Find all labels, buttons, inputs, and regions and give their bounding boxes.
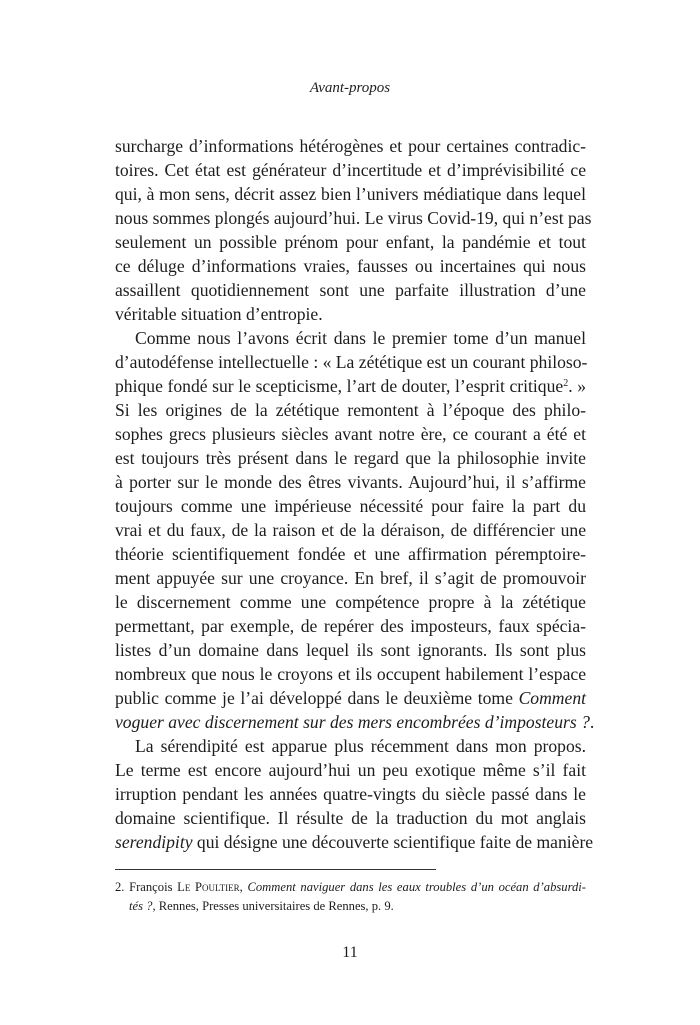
text-span: seulement un possible prénom pour enfant, la pandémie et tout [115,232,586,252]
italic-text: tés ? [129,899,153,913]
text-span: , Rennes, Presses universitaires de Rennes, p. 9. [152,899,394,913]
text-span: toujours comme une impérieuse nécessité pour faire la part du [115,496,586,516]
text-span: vrai et du faux, de la raison et de la déraison, de différencier une [115,520,586,540]
text-span: listes d’un domaine dans lequel ils sont ignorants. Ils sont plus [115,640,586,660]
text-span: Comme nous l’avons écrit dans le premier tome d’un manuel [135,328,586,348]
text-span: permettant, par exemple, de repérer des imposteurs, faux spécia- [115,616,586,636]
text-line [115,350,586,374]
text-line [115,662,586,686]
text-line [115,542,586,566]
text-line [115,446,586,470]
text-span: qui désigne une découverte scientifique faite de manière [192,832,594,852]
text-span: assaillent quotidiennement sont une parfaite illustration d’une [115,280,586,300]
text-line [115,734,586,758]
text-line [115,806,586,830]
text-span: nombreux que nous le croyons et ils occupent habilement l’espace [115,664,586,684]
text-span: à porter sur le monde des êtres vivants. Aujourd’hui, il s’affirme [115,472,586,492]
text-span: le discernement comme une compétence propre à la zététique [115,592,586,612]
text-span: irruption pendant les années quatre-vingts du siècle passé dans le [115,784,586,804]
text-line [115,590,586,614]
text-span: nous sommes plongés aujourd’hui. Le virus Covid-19, qui n’est pas [115,208,592,228]
text-line [115,230,586,254]
text-span: , [239,880,248,894]
text-span: d’autodéfense intellectuelle : « La zététique est un courant philoso- [115,352,588,372]
text-line [115,206,592,230]
text-span: toires. Cet état est générateur d’incertitude et d’imprévisibilité ce [115,160,586,180]
text-line [115,518,586,542]
page-number: 11 [342,944,358,961]
italic-text: voguer avec discernement sur des mers encombrées d’imposteurs ? [115,712,590,732]
italic-text: serendipity [115,832,193,852]
text-line [115,254,586,278]
text-line [115,878,586,897]
text-span: domaine scientifique. Il résulte de la traduction du mot anglais [115,808,586,828]
text-span: Si les origines de la zététique remontent à l’époque des philo- [115,400,586,420]
text-line [115,326,586,350]
body-text [115,134,595,854]
text-span: Le Poultier [177,880,240,894]
text-span: est toujours très présent dans le regard que la philosophie invite [115,448,586,468]
text-line [115,374,586,398]
footnote-divider [115,869,436,870]
text-line [115,614,586,638]
text-line [115,494,586,518]
text-span: véritable situation d’entropie. [115,304,323,324]
text-span: théorie scientifiquement fondée et une affirmation péremptoire- [115,544,586,564]
text-line [115,782,586,806]
text-span: ce déluge d’informations vraies, fausses ou incertaines qui nous [115,256,586,276]
text-span: phique fondé sur le scepticisme, l’art de douter, l’esprit critique [115,376,564,396]
text-line [115,758,586,782]
text-span: qui, à mon sens, décrit assez bien l’univers médiatique dans lequel [115,184,586,204]
text-span: . » [568,376,587,396]
text-span: 2. François [115,880,178,894]
text-line [115,158,586,182]
text-line [115,470,586,494]
text-line [115,182,586,206]
text-line [115,134,586,158]
text-line [115,566,586,590]
text-span: ment appuyée sur une croyance. En bref, il s’agit de promouvoir [115,568,586,588]
text-line [115,686,586,710]
running-header: Avant-propos [309,80,391,96]
text-line [115,638,586,662]
footnote-ref[interactable]: 2 [563,378,569,389]
italic-text: Comment naviguer dans les eaux troubles d’un océan d’absurdi- [247,880,587,894]
italic-text: Comment [518,688,586,708]
text-span: La sérendipité est apparue plus récemment dans mon propos. [135,736,586,756]
text-span: . [589,712,595,732]
text-line [115,302,586,326]
text-span: surcharge d’informations hétérogènes et pour certaines contradic- [115,136,586,156]
text-line [115,278,586,302]
text-line [115,398,586,422]
text-line [115,422,586,446]
text-line [115,897,586,916]
text-line [115,830,594,854]
text-line [115,710,595,734]
text-span: public comme je l’ai développé dans le deuxième tome [115,688,519,708]
footnote [115,878,586,916]
text-span: sophes grecs plusieurs siècles avant notre ère, ce courant a été et [115,424,586,444]
text-span: Le terme est encore aujourd’hui un peu exotique même s’il fait [115,760,586,780]
